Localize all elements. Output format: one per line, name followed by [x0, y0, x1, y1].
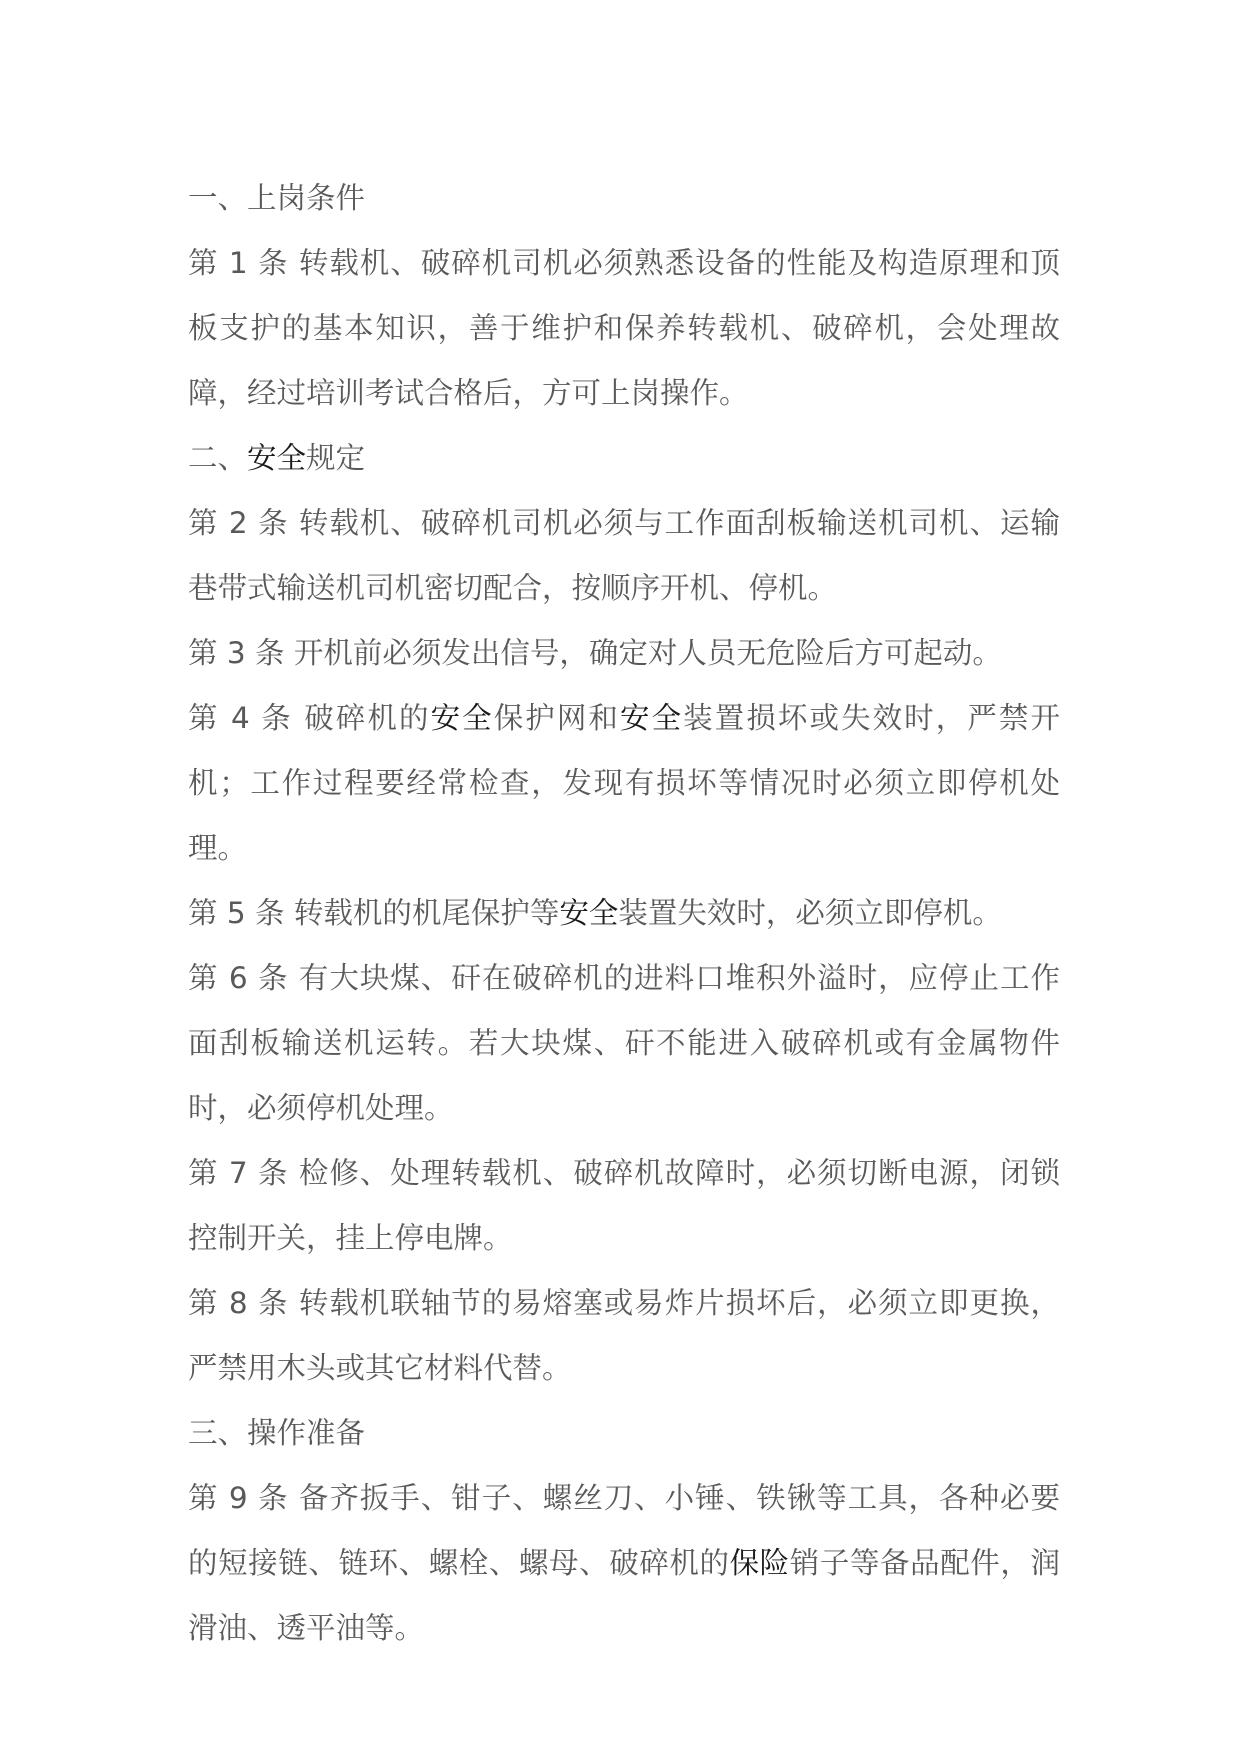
paragraph-text: 第 2 条 转载机、破碎机司机必须与工作面刮板输送机司机、运输巷带式输送机司机密切配合，按顺序开机、停机。	[188, 506, 1060, 605]
paragraph-text: 三、操作准备	[188, 1416, 366, 1450]
emphasis-text: 安全	[559, 896, 619, 930]
emphasis-text: 安全	[430, 701, 494, 735]
paragraph-text: 第 7 条 检修、处理转载机、破碎机故障时，必须切断电源，闭锁控制开关，挂上停电牌。	[188, 1156, 1060, 1255]
section-heading	[188, 426, 1060, 491]
article-paragraph	[188, 1141, 1060, 1271]
article-paragraph	[188, 1466, 1060, 1661]
paragraph-text: 保护网和	[493, 701, 621, 735]
article-paragraph	[188, 686, 1060, 881]
document-body	[188, 166, 1060, 1661]
section-heading	[188, 1401, 1060, 1466]
article-paragraph	[188, 621, 1060, 686]
paragraph-text: 第 6 条 有大块煤、矸在破碎机的进料口堆积外溢时，应停止工作面刮板输送机运转。若大块煤、矸不能进入破碎机或有金属物件时，必须停机处理。	[188, 961, 1060, 1125]
article-paragraph	[188, 881, 1060, 946]
paragraph-text: 装置失效时，必须立即停机。	[618, 896, 1002, 930]
emphasis-text: 安全	[620, 701, 684, 735]
paragraph-text: 销子等备品配件，润滑油、透平油等。	[188, 1546, 1060, 1645]
article-paragraph	[188, 231, 1060, 426]
paragraph-text: 二、	[188, 441, 248, 475]
article-paragraph	[188, 946, 1060, 1141]
paragraph-text: 第 8 条 转载机联轴节的易熔塞或易炸片损坏后，必须立即更换，严禁用木头或其它材料代替。	[188, 1286, 1060, 1385]
article-paragraph	[188, 1271, 1060, 1401]
emphasis-text: 保险	[729, 1546, 790, 1580]
paragraph-text: 第 3 条 开机前必须发出信号，确定对人员无危险后方可起动。	[188, 636, 1002, 670]
paragraph-text: 第 5 条 转载机的机尾保护等	[188, 896, 560, 930]
paragraph-text: 第 1 条 转载机、破碎机司机必须熟悉设备的性能及构造原理和顶板支护的基本知识，善于维护和保养转载机、破碎机，会处理故障，经过培训考试合格后，方可上岗操作。	[188, 246, 1060, 410]
emphasis-text: 安全	[247, 441, 307, 475]
article-paragraph	[188, 491, 1060, 621]
paragraph-text: 第 9 条 备齐扳手、钳子、螺丝刀、小锤、铁锹等工具，各种必要的短接链、链环、螺栓、螺母、破碎机的	[188, 1481, 1060, 1580]
section-heading	[188, 166, 1060, 231]
paragraph-text: 一、上岗条件	[188, 181, 366, 215]
paragraph-text: 规定	[306, 441, 366, 475]
paragraph-text: 装置损坏或失效时，严禁开机；工作过程要经常检查，发现有损坏等情况时必须立即停机处理。	[188, 701, 1060, 865]
paragraph-text: 第 4 条 破碎机的	[188, 701, 431, 735]
